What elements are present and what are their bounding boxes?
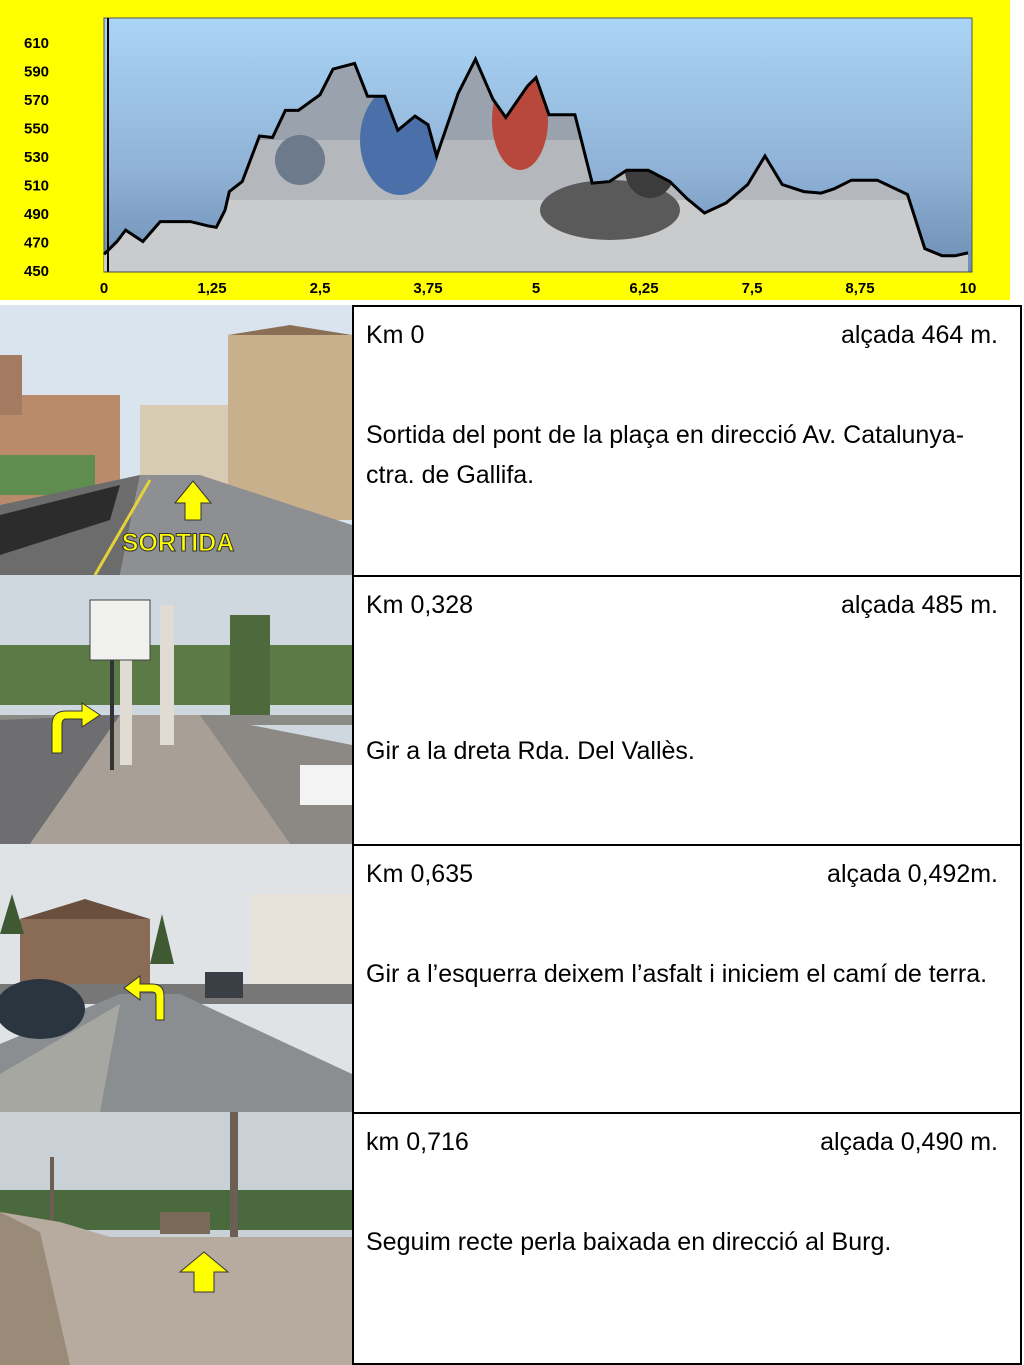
x-tick-label: 10 xyxy=(959,280,977,297)
waypoint-photo-straight xyxy=(0,1112,352,1365)
waypoint-altitude: alçada 0,492m. xyxy=(827,860,998,888)
waypoint-info xyxy=(352,575,1022,844)
y-tick-label: 550 xyxy=(24,120,50,138)
y-tick-label: 510 xyxy=(24,177,50,195)
waypoint-info xyxy=(352,305,1022,575)
x-tick-label: 0 xyxy=(99,280,109,297)
y-tick-label: 610 xyxy=(24,35,50,52)
waypoint-description: Sortida del pont de la plaça en direcció Av. Catalunya-ctra. de Gallifa. xyxy=(366,421,965,489)
waypoint-description: Gir a l’esquerra deixem l’asfalt i iniciem el camí de terra. xyxy=(366,960,988,988)
waypoint-photo-turn-right xyxy=(0,575,352,844)
x-tick-label: 7,5 xyxy=(741,280,763,297)
x-tick-label: 8,75 xyxy=(845,280,875,297)
waypoint-km: Km 0,328 xyxy=(366,591,474,619)
y-tick-label: 590 xyxy=(24,63,50,81)
waypoint-row xyxy=(0,844,1024,1112)
waypoint-photo-start xyxy=(0,305,352,575)
x-tick-label: 2,5 xyxy=(309,280,331,297)
start-overlay-label: SORTIDA xyxy=(121,529,235,557)
y-tick-label: 490 xyxy=(24,206,50,223)
x-tick-label: 1,25 xyxy=(197,280,227,297)
waypoint-altitude: alçada 0,490 m. xyxy=(820,1128,998,1156)
y-tick-label: 450 xyxy=(24,263,50,280)
waypoint-km: Km 0 xyxy=(366,321,425,349)
x-tick-label: 3,75 xyxy=(413,280,443,297)
x-tick-label: 6,25 xyxy=(629,280,659,297)
waypoint-km: km 0,716 xyxy=(366,1128,469,1156)
y-tick-label: 570 xyxy=(24,92,50,109)
waypoint-photo-turn-left xyxy=(0,844,352,1112)
waypoint-km: Km 0,635 xyxy=(366,860,474,888)
waypoint-info xyxy=(352,1112,1022,1365)
waypoint-row xyxy=(0,305,1024,575)
waypoint-description: Gir a la dreta Rda. Del Vallès. xyxy=(366,737,695,765)
x-tick-label: 5 xyxy=(531,280,541,297)
waypoint-row xyxy=(0,1112,1024,1365)
waypoint-description: Seguim recte perla baixada en direcció al Burg. xyxy=(366,1228,892,1256)
y-tick-labels xyxy=(24,35,49,280)
waypoint-altitude: alçada 464 m. xyxy=(840,321,998,349)
waypoint-row xyxy=(0,575,1024,844)
waypoint-info xyxy=(352,844,1022,1112)
elevation-profile-chart xyxy=(0,0,1024,304)
y-tick-label: 530 xyxy=(24,149,50,166)
waypoint-altitude: alçada 485 m. xyxy=(840,591,998,619)
y-tick-label: 470 xyxy=(24,234,50,252)
